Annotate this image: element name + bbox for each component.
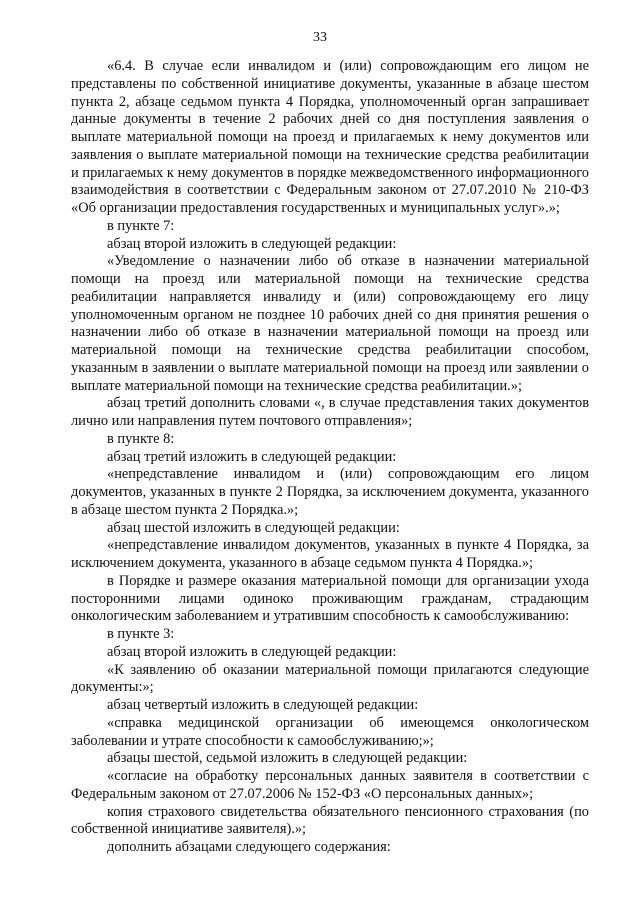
paragraph-instruction: абзац второй изложить в следующей редакции: [107,235,397,252]
paragraph-item-8-heading: в пункте 8: [107,430,175,447]
paragraph-quoted-text: «непредставление инвалидом и (или) сопровождающим его лицом документов, указанных в пункте 2 Порядка, за исключением документа, указанного в абзаце шестом пункта 2 Порядка.»; [71,466,589,518]
paragraph-instruction: абзац третий изложить в следующей редакции: [107,448,397,465]
paragraph-instruction: абзацы шестой, седьмой изложить в следующей редакции: [107,750,468,767]
paragraph-instruction: абзац второй изложить в следующей редакции: [107,643,397,660]
paragraph-quoted-text: копия страхового свидетельства обязательного пенсионного страхования (по собственной инициативе заявителя).»; [71,803,589,838]
paragraph-6-4: «6.4. В случае если инвалидом и (или) сопровождающим его лицом не представлены по собственной инициативе документы, указанные в абзаце шестом пункта 2, абзаце седьмом пункта 4 Порядка, уполномоченный орган запрашивает данные документы в течение 2 рабочих дней со дня поступления заявления о выплате материальной помощи на проезд и прилагаемых к нему документов или заявления о выплате материальной помощи на технические средства реабилитации и прилагаемых к нему документов в порядке межведомственного информационного взаимодействия в соответствии с Федеральным законом от 27.07.2010 № 210-ФЗ «Об организации предоставления государственных и муниципальных услуг».»; [71,58,589,216]
paragraph-quoted-text: «непредставление инвалидом документов, указанных в пункте 4 Порядка, за исключением документа, указанного в абзаце седьмом пункта 4 Порядка.»; [71,537,589,571]
paragraph-section-heading: в Порядке и размере оказания материальной помощи для организации ухода посторонними лицами одиноко проживающим гражданам, страдающим онкологическим заболеванием и утратившим способность к самообслуживанию: [71,572,589,625]
paragraph-instruction: абзац третий дополнить словами «, в случае представления таких документов лично или направления путем почтового отправления»; [71,395,589,429]
paragraph-instruction: абзац четвертый изложить в следующей редакции: [107,697,419,713]
paragraph-quoted-text: «справка медицинской организации об имеющемся онкологическом заболевании и утрате способности к самообслуживанию;»; [71,714,589,749]
paragraph-instruction: дополнить абзацами следующего содержания: [107,839,391,855]
paragraph-instruction: абзац шестой изложить в следующей редакции: [107,519,400,536]
paragraph-quoted-text: «К заявлению об оказании материальной помощи прилагаются следующие документы:»; [71,661,589,696]
document-body [71,58,589,857]
paragraph-item-7-heading: в пункте 7: [107,217,175,234]
page-number: 33 [313,30,327,45]
paragraph-item-3-heading: в пункте 3: [107,626,175,642]
paragraph-quoted-text: «согласие на обработку персональных данных заявителя в соответствии с Федеральным законом от 27.07.2006 № 152-ФЗ «О персональных данных»; [71,768,589,802]
paragraph-quoted-text: «Уведомление о назначении либо об отказе в назначении материальной помощи на проезд или материальной помощи на технические средства реабилитации направляется инвалиду и (или) сопровождающему его лицу уполномоченным органом не позднее 10 рабочих дней со дня принятия решения о назначении либо об отказе в назначении материальной помощи на проезд или материальной помощи на технические средства реабилитации способом, указанным в заявлении о выплате материальной помощи на проезд или заявлении о выплате материальной помощи на технические средства реабилитации.»; [71,253,589,394]
